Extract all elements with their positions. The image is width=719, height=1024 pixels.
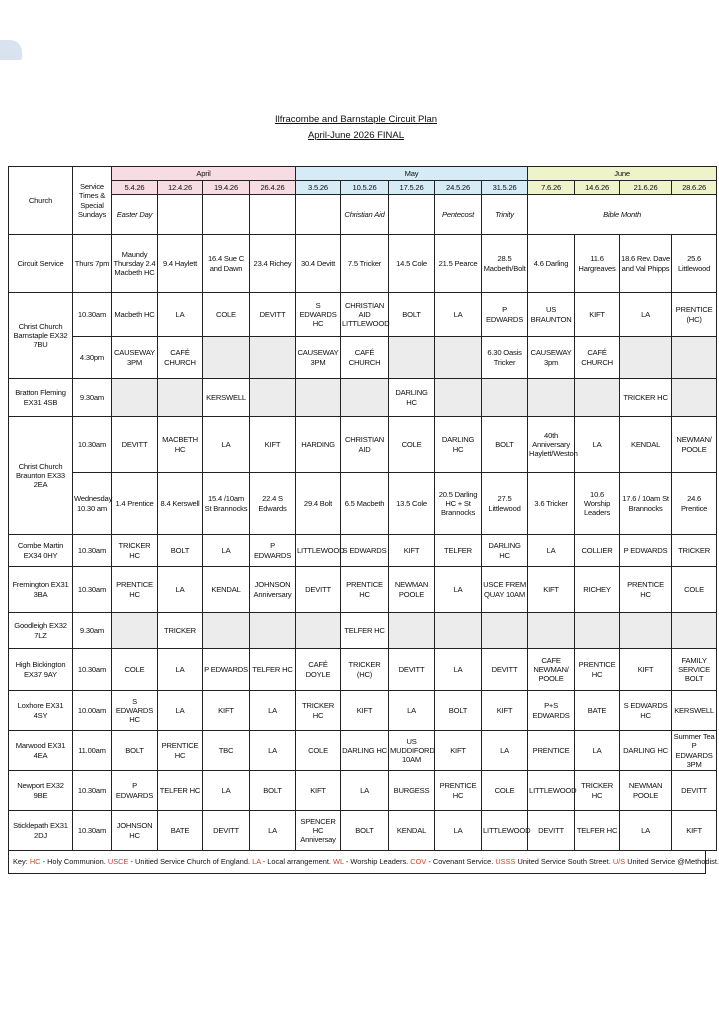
schedule-cell: CAUSEWAY 3PM bbox=[296, 337, 341, 379]
schedule-cell: LITTLEWOOD bbox=[296, 535, 341, 567]
table-row bbox=[9, 535, 717, 567]
table-row bbox=[9, 417, 717, 473]
schedule-cell bbox=[296, 613, 341, 649]
service-time-cell: 10.30am bbox=[73, 649, 112, 691]
schedule-cell: LA bbox=[435, 649, 482, 691]
schedule-cell: P EDWARDS bbox=[250, 535, 296, 567]
schedule-cell bbox=[296, 379, 341, 417]
key-text: United Service @Methodist. bbox=[625, 857, 719, 866]
date-header-cell: 14.6.26 bbox=[575, 181, 620, 195]
service-time-cell: 10.30am bbox=[73, 535, 112, 567]
schedule-cell: COLLIER bbox=[575, 535, 620, 567]
schedule-cell: 20.5 Darling HC + St Brannocks bbox=[435, 473, 482, 535]
circuit-plan-table bbox=[8, 166, 717, 851]
schedule-cell: TELFER HC bbox=[341, 613, 389, 649]
table-row bbox=[9, 691, 717, 731]
schedule-cell: US BRAUNTON bbox=[528, 293, 575, 337]
schedule-cell: DARLING HC bbox=[482, 535, 528, 567]
schedule-cell: TELFER HC bbox=[158, 771, 203, 811]
key-code: U/S bbox=[612, 857, 626, 866]
schedule-cell: TRICKER bbox=[672, 535, 717, 567]
schedule-cell: COLE bbox=[203, 293, 250, 337]
schedule-cell: TRICKER HC bbox=[112, 535, 158, 567]
schedule-cell: 1.4 Prentice bbox=[112, 473, 158, 535]
schedule-cell: KIFT bbox=[528, 567, 575, 613]
schedule-cell: LA bbox=[158, 649, 203, 691]
schedule-cell bbox=[528, 379, 575, 417]
church-name-cell: Loxhore EX31 4SY bbox=[9, 691, 73, 731]
schedule-cell: LA bbox=[203, 771, 250, 811]
schedule-cell: TRICKER (HC) bbox=[341, 649, 389, 691]
schedule-cell: KIFT bbox=[203, 691, 250, 731]
schedule-cell: PRENTICE HC bbox=[620, 567, 672, 613]
schedule-cell: KENDAL bbox=[389, 811, 435, 851]
schedule-cell: DEVITT bbox=[112, 417, 158, 473]
key-code: COV bbox=[410, 857, 427, 866]
church-name-cell: Goodleigh EX32 7LZ bbox=[9, 613, 73, 649]
schedule-cell: KENDAL bbox=[620, 417, 672, 473]
schedule-cell: MACBETH HC bbox=[158, 417, 203, 473]
table-row bbox=[9, 379, 717, 417]
schedule-cell bbox=[482, 379, 528, 417]
table-row bbox=[9, 473, 717, 535]
schedule-cell bbox=[575, 379, 620, 417]
service-time-cell: 10.00am bbox=[73, 691, 112, 731]
schedule-cell: 29.4 Bolt bbox=[296, 473, 341, 535]
christian-aid-label: Christian Aid bbox=[341, 195, 389, 235]
schedule-cell: TELFER HC bbox=[575, 811, 620, 851]
date-header-cell: 7.6.26 bbox=[528, 181, 575, 195]
schedule-cell: DEVITT bbox=[389, 649, 435, 691]
schedule-cell: LA bbox=[620, 293, 672, 337]
schedule-cell: BOLT bbox=[482, 417, 528, 473]
schedule-cell: CAFÉ CHURCH bbox=[341, 337, 389, 379]
circuit-service-cell: 18.6 Rev. Dave and Val Phipps bbox=[620, 235, 672, 293]
schedule-cell: PRENTICE HC bbox=[112, 567, 158, 613]
church-header-cell: Church bbox=[9, 167, 73, 235]
key-text: United Service South Street. bbox=[515, 857, 613, 866]
key-code: LA bbox=[252, 857, 261, 866]
schedule-cell: BOLT bbox=[389, 293, 435, 337]
schedule-cell: BATE bbox=[158, 811, 203, 851]
table-row bbox=[9, 337, 717, 379]
schedule-cell bbox=[620, 613, 672, 649]
schedule-cell: TELFER bbox=[435, 535, 482, 567]
key-text: - Holy Communion. bbox=[40, 857, 108, 866]
scan-corner-mark bbox=[0, 40, 22, 60]
circuit-service-cell: Maundy Thursday 2.4 Macbeth HC bbox=[112, 235, 158, 293]
circuit-service-time: Thurs 7pm bbox=[73, 235, 112, 293]
schedule-cell: 40th Anniversary Haylett/Weston bbox=[528, 417, 575, 473]
schedule-cell bbox=[672, 337, 717, 379]
schedule-cell: P+S EDWARDS bbox=[528, 691, 575, 731]
circuit-service-cell: 7.5 Tricker bbox=[341, 235, 389, 293]
schedule-cell: TRICKER HC bbox=[575, 771, 620, 811]
schedule-cell bbox=[203, 613, 250, 649]
schedule-cell: DARLING HC bbox=[341, 731, 389, 771]
service-time-cell: 10.30am bbox=[73, 567, 112, 613]
date-header-cell: 3.5.26 bbox=[296, 181, 341, 195]
circuit-service-cell: 14.5 Cole bbox=[389, 235, 435, 293]
church-name-cell: Christ Church Barnstaple EX32 7BU bbox=[9, 293, 73, 379]
schedule-cell: BOLT bbox=[250, 771, 296, 811]
church-name-cell: High Bickington EX37 9AY bbox=[9, 649, 73, 691]
schedule-cell bbox=[112, 379, 158, 417]
schedule-cell: DARLING HC bbox=[389, 379, 435, 417]
schedule-cell: LA bbox=[250, 811, 296, 851]
service-time-cell: 10.30am bbox=[73, 293, 112, 337]
schedule-cell: DEVITT bbox=[672, 771, 717, 811]
schedule-cell: BATE bbox=[575, 691, 620, 731]
schedule-cell: TRICKER bbox=[158, 613, 203, 649]
schedule-cell bbox=[250, 379, 296, 417]
schedule-cell: S EDWARDS HC bbox=[296, 293, 341, 337]
schedule-cell: 17.6 / 10am St Brannocks bbox=[620, 473, 672, 535]
month-header-may: May bbox=[296, 167, 528, 181]
schedule-cell: CHRISTIAN AID bbox=[341, 417, 389, 473]
schedule-cell: LA bbox=[435, 811, 482, 851]
schedule-cell: BOLT bbox=[112, 731, 158, 771]
date-header-cell: 12.4.26 bbox=[158, 181, 203, 195]
schedule-cell: P EDWARDS bbox=[482, 293, 528, 337]
table-row bbox=[9, 613, 717, 649]
key-legend bbox=[8, 850, 719, 874]
schedule-cell: KIFT bbox=[435, 731, 482, 771]
schedule-cell: 8.4 Kerswell bbox=[158, 473, 203, 535]
schedule-cell: DARLING HC bbox=[435, 417, 482, 473]
special-sunday-empty-cell bbox=[203, 195, 250, 235]
key-text: - Worship Leaders. bbox=[343, 857, 411, 866]
schedule-cell: BOLT bbox=[158, 535, 203, 567]
schedule-cell: LA bbox=[528, 535, 575, 567]
schedule-cell bbox=[250, 337, 296, 379]
schedule-cell: BOLT bbox=[341, 811, 389, 851]
circuit-service-label: Circuit Service bbox=[9, 235, 73, 293]
schedule-cell: SPENCER HC Anniversay bbox=[296, 811, 341, 851]
trinity-label: Trinity bbox=[482, 195, 528, 235]
date-header-cell: 5.4.26 bbox=[112, 181, 158, 195]
page-title: Ilfracombe and Barnstaple Circuit Plan bbox=[274, 114, 438, 125]
service-time-cell: 10.30am bbox=[73, 811, 112, 851]
schedule-cell: COLE bbox=[389, 417, 435, 473]
schedule-cell bbox=[389, 613, 435, 649]
circuit-service-cell: 21.5 Pearce bbox=[435, 235, 482, 293]
table-row bbox=[9, 811, 717, 851]
schedule-cell bbox=[620, 337, 672, 379]
church-name-cell: Christ Church Braunton EX33 2EA bbox=[9, 417, 73, 535]
month-header-april: April bbox=[112, 167, 296, 181]
circuit-service-cell: 30.4 Devitt bbox=[296, 235, 341, 293]
schedule-cell: PRENTICE HC bbox=[341, 567, 389, 613]
circuit-service-cell: 9.4 Haylett bbox=[158, 235, 203, 293]
church-name-cell: Newport EX32 9BE bbox=[9, 771, 73, 811]
schedule-cell: P EDWARDS bbox=[112, 771, 158, 811]
schedule-cell: LA bbox=[203, 535, 250, 567]
schedule-cell: DEVITT bbox=[528, 811, 575, 851]
schedule-cell: DEVITT bbox=[203, 811, 250, 851]
schedule-cell: CAFE NEWMAN/ POOLE bbox=[528, 649, 575, 691]
schedule-cell: DARLING HC bbox=[620, 731, 672, 771]
schedule-cell: KIFT bbox=[250, 417, 296, 473]
table-row bbox=[9, 293, 717, 337]
schedule-cell: 6.5 Macbeth bbox=[341, 473, 389, 535]
schedule-cell: KERSWELL bbox=[672, 691, 717, 731]
schedule-cell: LA bbox=[158, 691, 203, 731]
schedule-cell bbox=[158, 379, 203, 417]
key-code: USCE bbox=[107, 857, 129, 866]
page-subtitle: April-June 2026 FINAL bbox=[307, 130, 405, 141]
schedule-cell: CAFÉ CHURCH bbox=[575, 337, 620, 379]
schedule-cell: 15.4 /10am St Brannocks bbox=[203, 473, 250, 535]
schedule-cell: 3.6 Tricker bbox=[528, 473, 575, 535]
schedule-cell: KIFT bbox=[672, 811, 717, 851]
schedule-cell bbox=[482, 613, 528, 649]
schedule-cell bbox=[389, 337, 435, 379]
schedule-cell: JOHNSON HC bbox=[112, 811, 158, 851]
schedule-cell: BOLT bbox=[435, 691, 482, 731]
schedule-cell: 13.5 Cole bbox=[389, 473, 435, 535]
easter-day-label: Easter Day bbox=[112, 195, 158, 235]
bible-month-label: Bible Month bbox=[528, 195, 717, 235]
schedule-cell: PRENTICE (HC) bbox=[672, 293, 717, 337]
date-header-cell: 19.4.26 bbox=[203, 181, 250, 195]
schedule-cell: NEWMAN POOLE bbox=[620, 771, 672, 811]
church-name-cell: Sticklepath EX31 2DJ bbox=[9, 811, 73, 851]
date-header-cell: 24.5.26 bbox=[435, 181, 482, 195]
schedule-cell: LA bbox=[250, 731, 296, 771]
table-row bbox=[9, 567, 717, 613]
service-time-cell: 4.30pm bbox=[73, 337, 112, 379]
schedule-cell: COLE bbox=[482, 771, 528, 811]
schedule-cell: KIFT bbox=[575, 293, 620, 337]
circuit-service-cell: 4.6 Darling bbox=[528, 235, 575, 293]
key-code: HC bbox=[29, 857, 41, 866]
table-row bbox=[9, 771, 717, 811]
key-text: - Local arrangement. bbox=[260, 857, 334, 866]
schedule-cell: S EDWARDS HC bbox=[620, 691, 672, 731]
schedule-cell: PRENTICE HC bbox=[158, 731, 203, 771]
schedule-cell: US MUDDIFORD 10AM bbox=[389, 731, 435, 771]
schedule-cell: CAFÉ CHURCH bbox=[158, 337, 203, 379]
schedule-cell: LA bbox=[341, 771, 389, 811]
schedule-cell: LA bbox=[250, 691, 296, 731]
key-text: - Unitied Service Church of England. bbox=[128, 857, 253, 866]
schedule-cell: COLE bbox=[112, 649, 158, 691]
schedule-cell bbox=[672, 379, 717, 417]
schedule-cell: S EDWARDS HC bbox=[112, 691, 158, 731]
service-time-cell: 10.30am bbox=[73, 417, 112, 473]
schedule-cell: HARDING bbox=[296, 417, 341, 473]
date-header-cell: 21.6.26 bbox=[620, 181, 672, 195]
schedule-cell: TRICKER HC bbox=[620, 379, 672, 417]
service-time-cell: 9.30am bbox=[73, 379, 112, 417]
schedule-cell: LA bbox=[435, 293, 482, 337]
schedule-cell: CAUSEWAY 3PM bbox=[112, 337, 158, 379]
circuit-service-cell: 25.6 Littlewood bbox=[672, 235, 717, 293]
schedule-cell: KERSWELL bbox=[203, 379, 250, 417]
church-name-cell: Fremington EX31 3BA bbox=[9, 567, 73, 613]
service-time-cell: 10.30am bbox=[73, 771, 112, 811]
schedule-cell: LA bbox=[389, 691, 435, 731]
schedule-cell: TRICKER HC bbox=[296, 691, 341, 731]
schedule-cell: CAFÉ DOYLE bbox=[296, 649, 341, 691]
schedule-cell bbox=[341, 379, 389, 417]
schedule-cell bbox=[435, 613, 482, 649]
schedule-cell bbox=[528, 613, 575, 649]
schedule-cell: LA bbox=[575, 731, 620, 771]
special-sunday-empty-cell bbox=[250, 195, 296, 235]
schedule-cell: PRENTICE HC bbox=[435, 771, 482, 811]
schedule-cell: LA bbox=[482, 731, 528, 771]
schedule-cell: LITTLEWOOD bbox=[528, 771, 575, 811]
month-header-june: June bbox=[528, 167, 717, 181]
schedule-cell: DEVITT bbox=[296, 567, 341, 613]
schedule-cell: 22.4 S Edwards bbox=[250, 473, 296, 535]
schedule-cell: KIFT bbox=[482, 691, 528, 731]
special-sunday-empty-cell bbox=[158, 195, 203, 235]
schedule-cell: DEVITT bbox=[250, 293, 296, 337]
schedule-cell: 24.6 Prentice bbox=[672, 473, 717, 535]
schedule-cell: KIFT bbox=[620, 649, 672, 691]
schedule-cell: 27.5 Littlewood bbox=[482, 473, 528, 535]
date-header-cell: 31.5.26 bbox=[482, 181, 528, 195]
date-header-cell: 17.5.26 bbox=[389, 181, 435, 195]
schedule-cell: LA bbox=[158, 293, 203, 337]
table-row bbox=[9, 731, 717, 771]
schedule-cell: FAMILY SERVICE BOLT bbox=[672, 649, 717, 691]
schedule-cell: P EDWARDS bbox=[203, 649, 250, 691]
schedule-cell: KENDAL bbox=[203, 567, 250, 613]
church-name-cell: Combe Martin EX34 0HY bbox=[9, 535, 73, 567]
key-code: USSS bbox=[495, 857, 516, 866]
circuit-service-cell: 28.5 Macbeth/Bolt bbox=[482, 235, 528, 293]
schedule-cell: LA bbox=[575, 417, 620, 473]
special-sunday-empty-cell bbox=[389, 195, 435, 235]
schedule-cell: JOHNSON Anniversary bbox=[250, 567, 296, 613]
schedule-cell bbox=[112, 613, 158, 649]
service-time-cell: 11.00am bbox=[73, 731, 112, 771]
schedule-cell bbox=[672, 613, 717, 649]
schedule-cell bbox=[575, 613, 620, 649]
schedule-cell: TELFER HC bbox=[250, 649, 296, 691]
circuit-service-cell: 16.4 Sue C and Dawn bbox=[203, 235, 250, 293]
schedule-cell bbox=[435, 337, 482, 379]
schedule-cell: NEWMAN POOLE bbox=[389, 567, 435, 613]
church-name-cell: Marwood EX31 4EA bbox=[9, 731, 73, 771]
key-code: WL bbox=[333, 857, 344, 866]
schedule-cell: TBC bbox=[203, 731, 250, 771]
schedule-cell: LA bbox=[203, 417, 250, 473]
schedule-cell bbox=[435, 379, 482, 417]
circuit-service-cell: 23.4 Richey bbox=[250, 235, 296, 293]
schedule-cell: 10.6 Worship Leaders bbox=[575, 473, 620, 535]
service-time-cell: 9.30am bbox=[73, 613, 112, 649]
date-header-cell: 28.6.26 bbox=[672, 181, 717, 195]
title-block bbox=[0, 112, 712, 144]
service-time-cell: Wednesday 10.30 am bbox=[73, 473, 112, 535]
schedule-cell: RICHEY bbox=[575, 567, 620, 613]
schedule-cell: KIFT bbox=[389, 535, 435, 567]
schedule-cell bbox=[250, 613, 296, 649]
schedule-cell: S EDWARDS bbox=[341, 535, 389, 567]
pentecost-label: Pentecost bbox=[435, 195, 482, 235]
schedule-cell: 6.30 Oasis Tricker bbox=[482, 337, 528, 379]
schedule-cell: KIFT bbox=[341, 691, 389, 731]
schedule-cell: KIFT bbox=[296, 771, 341, 811]
schedule-cell: LA bbox=[435, 567, 482, 613]
schedule-cell: USCE FREM QUAY 10AM bbox=[482, 567, 528, 613]
schedule-cell bbox=[203, 337, 250, 379]
special-sunday-empty-cell bbox=[296, 195, 341, 235]
date-header-cell: 10.5.26 bbox=[341, 181, 389, 195]
schedule-cell: NEWMAN/ POOLE bbox=[672, 417, 717, 473]
schedule-cell: LA bbox=[158, 567, 203, 613]
schedule-cell: COLE bbox=[296, 731, 341, 771]
schedule-cell: DEVITT bbox=[482, 649, 528, 691]
schedule-cell: PRENTICE bbox=[528, 731, 575, 771]
schedule-cell: Summer Tea P EDWARDS 3PM bbox=[672, 731, 717, 771]
schedule-cell: LITTLEWOOD bbox=[482, 811, 528, 851]
schedule-cell: Macbeth HC bbox=[112, 293, 158, 337]
key-text: - Covenant Service. bbox=[426, 857, 496, 866]
service-times-header-cell: Service Times & Special Sundays bbox=[73, 167, 112, 235]
schedule-cell: P EDWARDS bbox=[620, 535, 672, 567]
church-name-cell: Bratton Fleming EX31 4SB bbox=[9, 379, 73, 417]
schedule-cell: COLE bbox=[672, 567, 717, 613]
table-row bbox=[9, 649, 717, 691]
key-prefix: Key: bbox=[13, 857, 30, 866]
schedule-cell: LA bbox=[620, 811, 672, 851]
schedule-cell: CAUSEWAY 3pm bbox=[528, 337, 575, 379]
circuit-service-cell: 11.6 Hargreaves bbox=[575, 235, 620, 293]
schedule-cell: BURGESS bbox=[389, 771, 435, 811]
date-header-cell: 26.4.26 bbox=[250, 181, 296, 195]
schedule-cell: CHRISTIAN AID LITTLEWOOD bbox=[341, 293, 389, 337]
schedule-cell: PRENTICE HC bbox=[575, 649, 620, 691]
